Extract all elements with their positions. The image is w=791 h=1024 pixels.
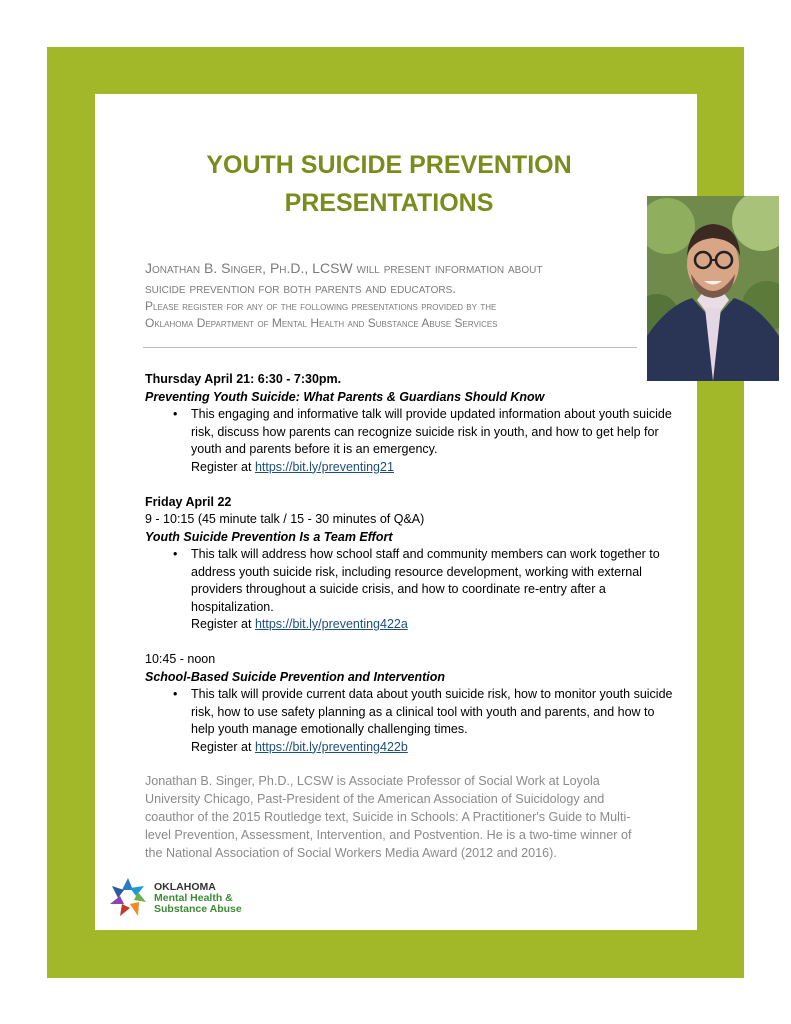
- speaker-bio: Jonathan B. Singer, Ph.D., LCSW is Associate Professor of Social Work at Loyola University Chicago, Past-President of the American Association of Suicidology and coauthor of the 2015 Routledge text, Suicide in Schools: A Practitioner's Guide to Multi-level Prevention, Assessment, Intervention, and Postvention. He is a two-time winner of the National Association of Social Workers Media Award (2012 and 2016).: [145, 774, 632, 860]
- intro-block: [145, 258, 640, 332]
- session-3-description: This talk will provide current data about youth suicide risk, how to monitor youth suicide risk, how to use safety planning as a clinical tool with youth and parents, and how to help youth manage emotionally challenging times.: [191, 687, 673, 736]
- session-2-bullet-item: [145, 546, 675, 634]
- session-1-register-link[interactable]: https://bit.ly/preventing21: [254, 459, 394, 474]
- session-3-register-link[interactable]: https://bit.ly/preventing422b: [254, 739, 408, 754]
- session-2-register-link[interactable]: https://bit.ly/preventing422a: [254, 617, 408, 631]
- session-3-title: School-Based Suicide Prevention and Intervention: [145, 669, 446, 684]
- session-3-time: 10:45 - noon: [145, 652, 216, 666]
- session-2-time: 9 - 10:15 (45 minute talk / 15 - 30 minutes of Q&A): [145, 512, 425, 526]
- logo-wordmark: [154, 882, 242, 915]
- session-2-date: Friday April 22: [145, 494, 232, 509]
- divider-line: [143, 347, 637, 348]
- bullet-icon: •: [173, 547, 178, 561]
- session-2-register-label: Register at: [191, 617, 252, 631]
- page-title: [95, 146, 683, 222]
- intro-line-3: Please register for any of the following presentations provided by the: [145, 299, 497, 313]
- logo-line-3: Substance Abuse: [154, 903, 242, 915]
- sessions-list: [145, 371, 675, 756]
- session-1-description: This engaging and informative talk will provide updated information about youth suicide risk, discuss how parents can recognize suicide risk in youth, and how to get help for youth and parents before it is an emergency.: [191, 407, 672, 456]
- session-3-register-label: Register at: [191, 739, 252, 754]
- session-2-title: Youth Suicide Prevention Is a Team Effort: [145, 529, 393, 544]
- title-line-1: YOUTH SUICIDE PREVENTION: [206, 151, 572, 179]
- logo-line-1: OKLAHOMA: [154, 881, 216, 893]
- session-1-date: Thursday April 21: 6:30 - 7:30pm.: [145, 372, 342, 386]
- session-2-description: This talk will address how school staff and community members can work together to address youth suicide risk, including resource development, working with external providers throughout a suicide crisis, and how to coordinate re-entry after a hospitalization.: [191, 547, 660, 614]
- speaker-photo: [647, 196, 779, 381]
- odmhsas-logo: [108, 876, 258, 920]
- bullet-icon: •: [173, 687, 178, 701]
- session-3-bullet-item: [145, 686, 675, 756]
- intro-line-1: Jonathan B. Singer, Ph.D., LCSW will present information about: [145, 260, 543, 276]
- title-line-2: PRESENTATIONS: [284, 189, 494, 217]
- bullet-icon: •: [173, 407, 178, 421]
- star-logo-icon: [108, 876, 148, 918]
- session-1-register-label: Register at: [191, 459, 252, 474]
- session-1-title: Preventing Youth Suicide: What Parents & Guardians Should Know: [145, 389, 545, 404]
- speaker-portrait-image: [647, 196, 779, 381]
- intro-line-4: Oklahoma Department of Mental Health and Substance Abuse Services: [145, 316, 498, 330]
- intro-line-2: suicide prevention for both parents and educators.: [145, 280, 457, 296]
- session-1-bullet-item: [145, 406, 675, 476]
- logo-line-2: Mental Health &: [154, 892, 233, 904]
